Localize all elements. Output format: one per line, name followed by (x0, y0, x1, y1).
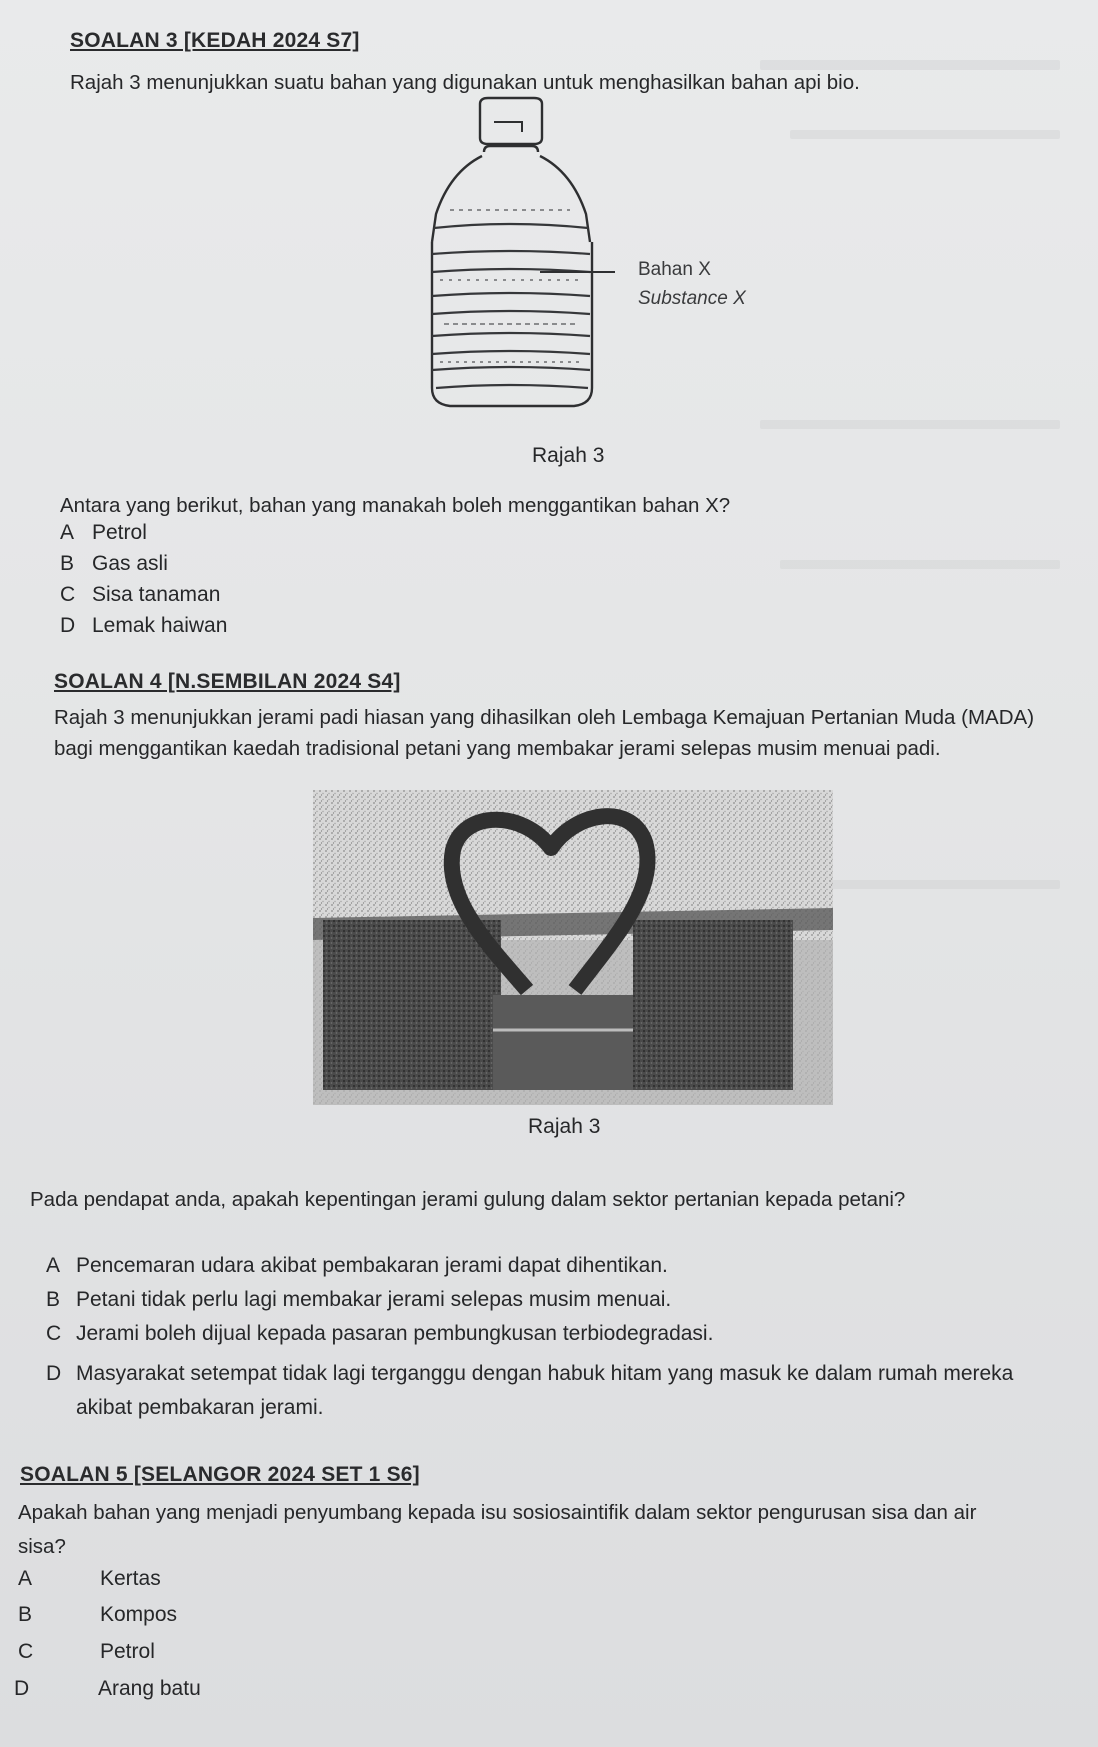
q4-option-c: C Jerami boleh dijual kepada pasaran pembungkusan terbiodegradasi. (46, 1322, 714, 1345)
bottle-ridges (432, 224, 590, 388)
figure-label-ms: Bahan X (638, 259, 711, 280)
left-bale (323, 920, 501, 1090)
q3-question: Antara yang berikut, bahan yang manakah boleh menggantikan bahan X? (60, 494, 731, 517)
q4-figure-caption: Rajah 3 (528, 1115, 601, 1138)
bottle-figure (410, 92, 630, 422)
q4-question: Pada pendapat anda, apakah kepentingan jerami gulung dalam sektor pertanian kepada petani? (30, 1188, 906, 1211)
straw-heart-photo (313, 790, 833, 1105)
q5-question: Apakah bahan yang menjadi penyumbang kepada isu sosiosaintifik dalam sektor pengurusan sisa dan air sisa? (18, 1501, 977, 1558)
q3-heading: SOALAN 3 [KEDAH 2024 S7] (70, 29, 360, 52)
q4-heading: SOALAN 4 [N.SEMBILAN 2024 S4] (54, 670, 401, 693)
q5-option-c: C Petrol (18, 1640, 155, 1663)
bleed-through (790, 130, 1060, 139)
q5-option-d: D Arang batu (14, 1677, 201, 1700)
q4-option-a: A Pencemaran udara akibat pembakaran jerami dapat dihentikan. (46, 1254, 668, 1277)
q4-stem: Rajah 3 menunjukkan jerami padi hiasan yang dihasilkan oleh Lembaga Kemajuan Pertanian Muda (MADA) bagi menggantikan kaedah tradisional petani yang membakar jerami selepas musim menuai padi. (54, 706, 1035, 760)
bleed-through (780, 560, 1060, 569)
q3-option-a: A Petrol (60, 521, 147, 544)
q3-stem: Rajah 3 menunjukkan suatu bahan yang digunakan untuk menghasilkan bahan api bio. (70, 71, 860, 94)
q3-option-d: D Lemak haiwan (60, 614, 228, 637)
bale-rim (493, 995, 633, 1090)
q4-option-d: D Masyarakat setempat tidak lagi terganggu dengan habuk hitam yang masuk ke dalam rumah mereka akibat pembakaran jerami. (46, 1362, 1014, 1419)
q4-option-b: B Petani tidak perlu lagi membakar jerami selepas musim menuai. (46, 1288, 672, 1311)
oil-texture (440, 210, 580, 362)
right-bale (633, 920, 793, 1090)
q3-figure-caption: Rajah 3 (532, 444, 605, 467)
q5-heading: SOALAN 5 [SELANGOR 2024 SET 1 S6] (20, 1463, 420, 1486)
q3-option-c: C Sisa tanaman (60, 583, 221, 606)
q3-option-b: B Gas asli (60, 552, 168, 575)
bleed-through (820, 880, 1060, 889)
q5-option-a: A Kertas (18, 1567, 161, 1590)
figure-label-en: Substance X (638, 288, 746, 309)
bleed-through (760, 420, 1060, 429)
q5-option-b: B Kompos (18, 1603, 178, 1626)
